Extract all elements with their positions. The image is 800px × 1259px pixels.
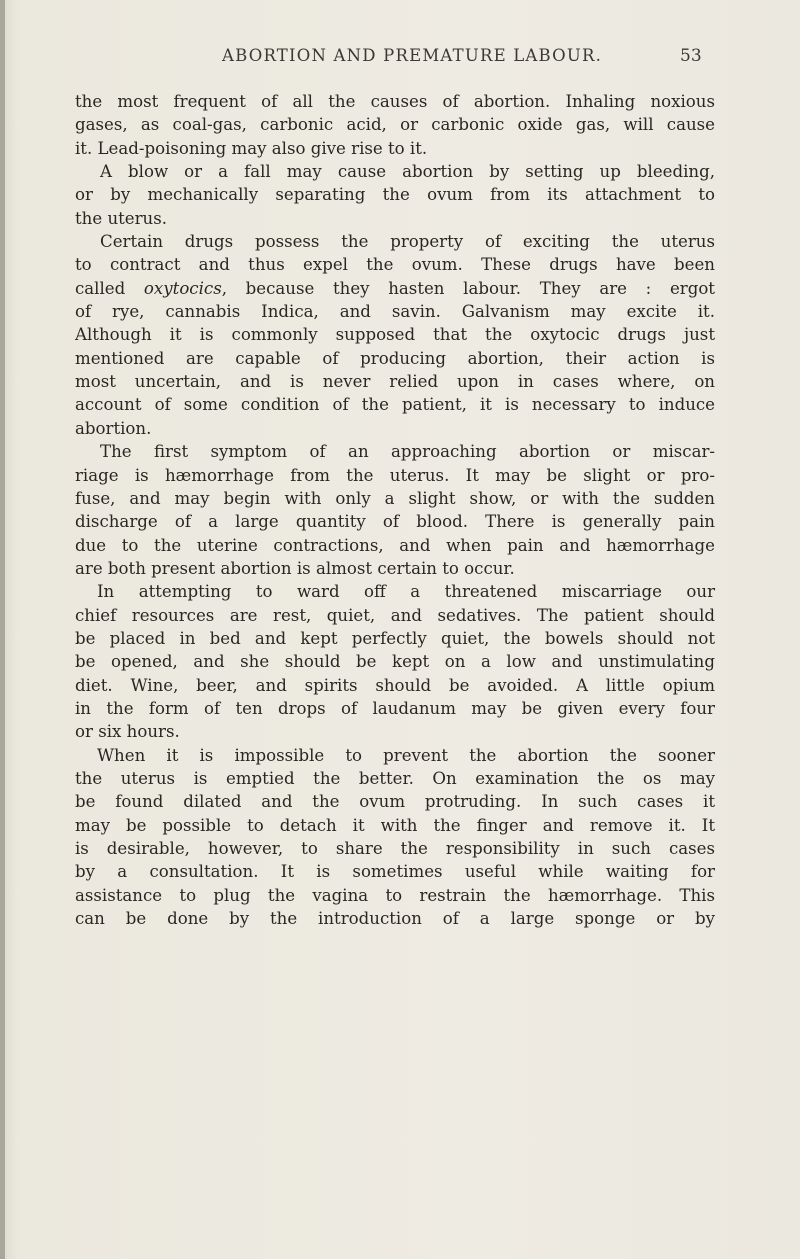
text-line: assistance to plug the vagina to restrain the hæmorrhage. This bbox=[75, 885, 715, 905]
text-line: are both present abortion is almost certain to occur. bbox=[75, 558, 515, 578]
text-line: account of some condition of the patient, it is necessary to induce bbox=[75, 395, 715, 415]
text-line: the uterus. bbox=[75, 208, 168, 228]
text-line: In attempting to ward off a threatened miscarriage our bbox=[97, 582, 715, 602]
body-text bbox=[75, 90, 715, 930]
page-header bbox=[0, 46, 800, 76]
text-line: gases, as coal-gas, carbonic acid, or carbonic oxide gas, will cause bbox=[75, 115, 715, 135]
text-line: of rye, cannabis Indica, and savin. Galvanism may excite it. bbox=[75, 302, 715, 322]
text-line: When it is impossible to prevent the abortion the sooner bbox=[97, 745, 715, 765]
text-line: diet. Wine, beer, and spirits should be avoided. A little opium bbox=[75, 675, 715, 695]
text-line: be opened, and she should be kept on a low and unstimulating bbox=[75, 652, 715, 672]
page-binding-edge bbox=[0, 0, 5, 1259]
running-title: ABORTION AND PREMATURE LABOUR. bbox=[222, 46, 603, 65]
text-line: be found dilated and the ovum protruding. In such cases it bbox=[75, 792, 715, 812]
italic-term: oxytocics bbox=[143, 278, 222, 298]
text-line: abortion. bbox=[75, 418, 152, 438]
text-line: Although it is commonly supposed that the oxytocic drugs just bbox=[75, 325, 715, 345]
text-line: the uterus is emptied the better. On examination the os may bbox=[75, 768, 715, 788]
text-line: to contract and thus expel the ovum. These drugs have been bbox=[75, 255, 715, 275]
text-line: most uncertain, and is never relied upon in cases where, on bbox=[75, 372, 715, 392]
text-line: is desirable, however, to share the responsibility in such cases bbox=[75, 839, 715, 858]
text-line: A blow or a fall may cause abortion by setting up bleeding, bbox=[100, 162, 715, 182]
text-line: may be possible to detach it with the finger and remove it. It bbox=[75, 815, 715, 835]
text-line: the most frequent of all the causes of abortion. Inhaling noxious bbox=[75, 92, 715, 111]
text-line: discharge of a large quantity of blood. There is generally pain bbox=[75, 512, 715, 532]
page-number: 53 bbox=[680, 46, 702, 66]
text-line: by a consultation. It is sometimes useful while waiting for bbox=[75, 862, 715, 882]
text-line: it. Lead-poisoning may also give rise to it. bbox=[75, 138, 428, 158]
text-line: The first symptom of an approaching abortion or miscar- bbox=[100, 442, 715, 462]
text-line: due to the uterine contractions, and when pain and hæmorrhage bbox=[75, 535, 715, 555]
text-line: can be done by the introduction of a large sponge or by bbox=[75, 909, 715, 929]
text-line: fuse, and may begin with only a slight show, or with the sudden bbox=[75, 488, 715, 508]
text-line: be placed in bed and kept perfectly quiet, the bowels should not bbox=[75, 628, 715, 648]
text-line: Certain drugs possess the property of exciting the uterus bbox=[100, 232, 715, 252]
text-line: chief resources are rest, quiet, and sedatives. The patient should bbox=[75, 605, 715, 625]
text-line: riage is hæmorrhage from the uterus. It may be slight or pro- bbox=[75, 465, 715, 485]
text-line: in the form of ten drops of laudanum may be given every four bbox=[75, 698, 715, 718]
text-line: or six hours. bbox=[75, 722, 180, 742]
text-line: called oxytocics, because they hasten labour. They are : ergot bbox=[75, 278, 715, 298]
text-line: or by mechanically separating the ovum from its attachment to bbox=[75, 185, 715, 205]
text-line: mentioned are capable of producing abortion, their action is bbox=[75, 348, 715, 368]
